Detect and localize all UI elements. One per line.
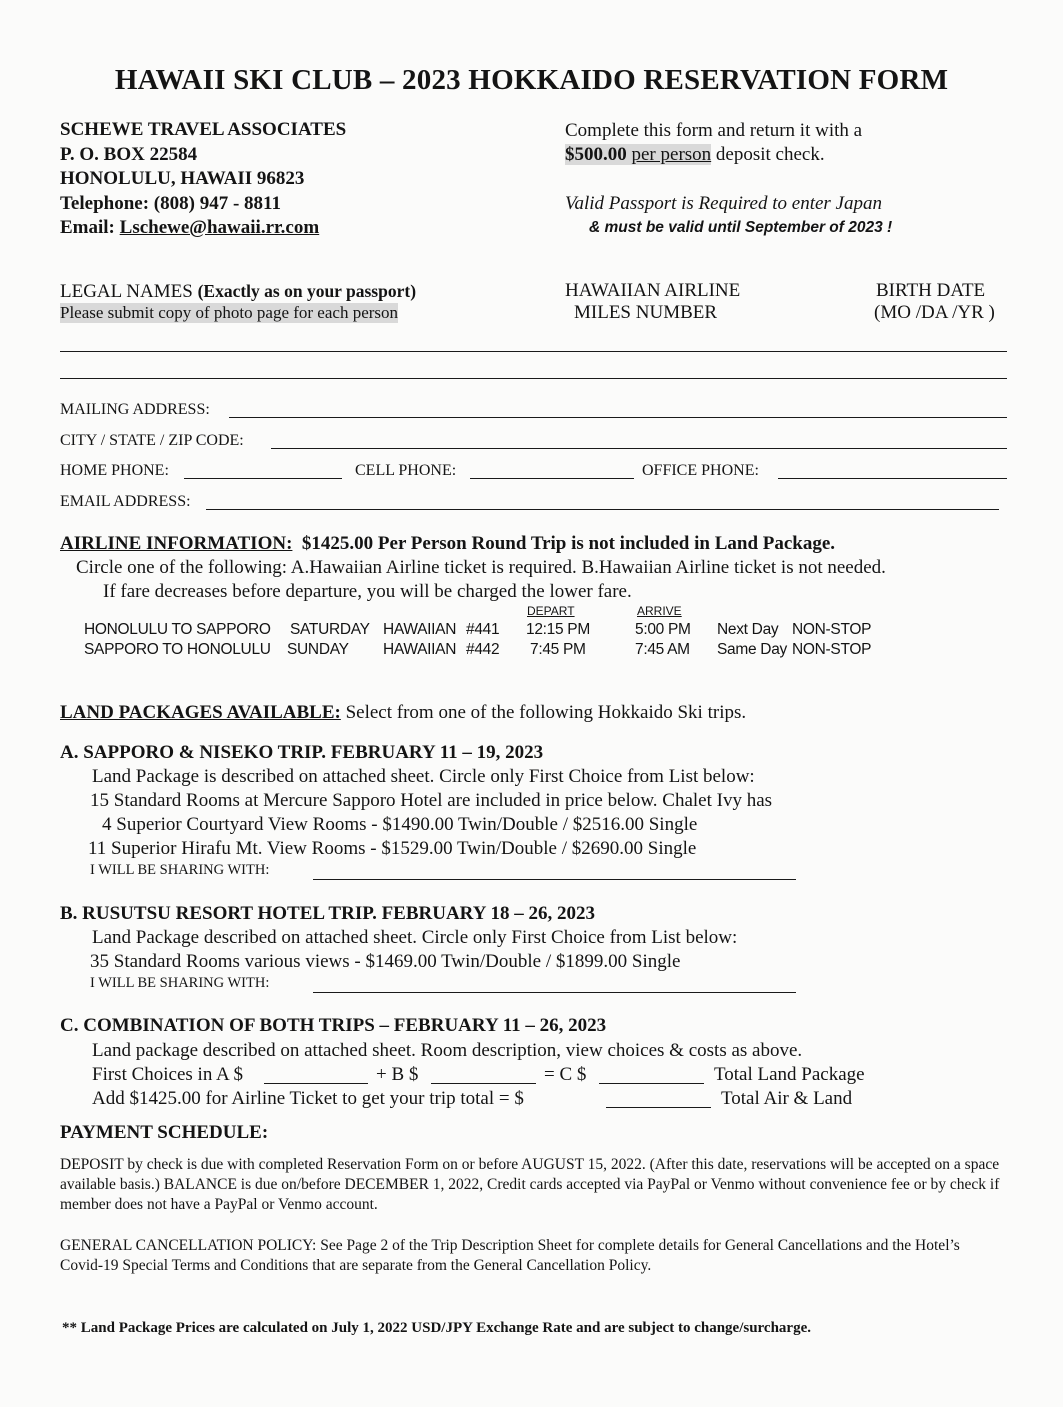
agency-email: Email: Lschewe@hawaii.rr.com [60, 217, 320, 238]
trip-a-title: A. SAPPORO & NISEKO TRIP. FEBRUARY 11 – 19, 2023 [60, 742, 544, 763]
trip-a-option-hirafu[interactable]: 11 Superior Hirafu Mt. View Rooms - $1529.00 Twin/Double / $2690.00 Single [88, 838, 697, 859]
cancellation-policy-paragraph: GENERAL CANCELLATION POLICY: See Page 2 of the Trip Description Sheet for complete details for General Cancellations and the Hotel’s Covid-19 Special Terms and Conditions that are separate from the General Cancellation Policy. [60, 1237, 960, 1274]
instructions-deposit: $500.00 per person deposit check. [565, 144, 825, 165]
form-title: HAWAII SKI CLUB – 2023 HOKKAIDO RESERVATION FORM [114, 64, 949, 96]
agency-phone-number: (808) 947 - 8811 [153, 192, 281, 214]
trip-b-desc-1: Land Package described on attached sheet. Circle only First Choice from List below: [92, 927, 738, 948]
land-packages-heading: LAND PACKAGES AVAILABLE: [60, 702, 341, 723]
trip-a-desc-1: Land Package is described on attached sheet. Circle only First Choice from List below: [92, 766, 755, 787]
exchange-rate-footnote: ** Land Package Prices are calculated on July 1, 2022 USD/JPY Exchange Rate and are subject to change/surcharge. [62, 1320, 811, 1336]
passport-note: Valid Passport is Required to enter Japan [565, 193, 882, 214]
trip-c-desc: Land package described on attached sheet. Room description, view choices & costs as above. [92, 1040, 803, 1061]
deposit-paragraph: DEPOSIT by check is due with completed Reservation Form on or before AUGUST 15, 2022. (After this date, reservations will be accepted on a space available basis.) BALANCE is due on/before DECEMBER 1, 2022, Credit cards accepted via PayPal or Venmo without convenience fee or by check if member does not have a PayPal or Venmo account. [60, 1156, 1000, 1213]
trip-c-total-amount-field[interactable] [606, 1107, 711, 1108]
trip-c-total-air-label: Total Air & Land [721, 1088, 853, 1109]
trip-b-title: B. RUSUTSU RESORT HOTEL TRIP. FEBRUARY 18 – 26, 2023 [60, 903, 596, 924]
email-address-field[interactable] [206, 509, 999, 510]
agency-name: SCHEWE TRAVEL ASSOCIATES [60, 119, 347, 140]
cell-phone-field[interactable] [470, 478, 634, 479]
airline-fare-note: If fare decreases before departure, you will be charged the lower fare. [103, 581, 632, 602]
agency-po-box: P. O. BOX 22584 [60, 143, 198, 165]
mailing-address-label: MAILING ADDRESS: [60, 401, 210, 418]
agency-city: HONOLULU, HAWAII 96823 [60, 168, 305, 189]
trip-c-add-airline-label: Add $1425.00 for Airline Ticket to get your trip total = $ [92, 1088, 524, 1109]
airline-info-line [60, 533, 835, 555]
trip-b-sharing-field[interactable] [313, 992, 796, 993]
payment-schedule-heading: PAYMENT SCHEDULE: [60, 1122, 269, 1143]
land-packages-intro: Select from one of the following Hokkaido Ski trips. [345, 702, 747, 723]
arrive-column-label: ARRIVE [637, 604, 682, 618]
trip-b-option-standard[interactable]: 35 Standard Rooms various views - $1469.00 Twin/Double / $1899.00 Single [90, 951, 681, 972]
agency-email-link[interactable]: Lschewe@hawaii.rr.com [119, 217, 320, 238]
city-state-zip-label: CITY / STATE / ZIP CODE: [60, 432, 244, 449]
trip-c-plus-b-label: + B $ [376, 1064, 419, 1085]
trip-c-eq-c-label: = C $ [544, 1064, 587, 1085]
office-phone-field[interactable] [778, 478, 1007, 479]
office-phone-label: OFFICE PHONE: [642, 462, 759, 479]
trip-c-b-amount-field[interactable] [431, 1083, 536, 1084]
passport-validity: & must be valid until September of 2023 ! [589, 219, 893, 236]
exactly-note: (Exactly as on your passport) [197, 281, 417, 301]
trip-c-total-land-label: Total Land Package [714, 1064, 865, 1085]
legal-names-header: LEGAL NAMES (Exactly as on your passport) [60, 281, 417, 302]
airline-circle-note: Circle one of the following: A.Hawaiian Airline ticket is required. B.Hawaiian Airline ticket is not needed. [76, 557, 886, 578]
trip-a-option-courtyard[interactable]: 4 Superior Courtyard View Rooms - $1490.00 Twin/Double / $2516.00 Single [102, 814, 698, 835]
airline-price-note: $1425.00 Per Person Round Trip is not included in Land Package. [301, 533, 836, 554]
trip-c-c-amount-field[interactable] [599, 1083, 704, 1084]
cell-phone-label: CELL PHONE: [355, 462, 457, 479]
land-packages-line [60, 702, 746, 724]
home-phone-field[interactable] [184, 478, 342, 479]
home-phone-label: HOME PHONE: [60, 462, 169, 479]
trip-a-sharing-field[interactable] [313, 879, 796, 880]
agency-block [60, 118, 346, 241]
instructions-line1: Complete this form and return it with a [565, 120, 863, 141]
trip-a-sharing-label: I WILL BE SHARING WITH: [90, 862, 270, 878]
deposit-amount: $500.00 [565, 144, 627, 165]
airline-miles-header: HAWAIIAN AIRLINE MILES NUMBER [565, 280, 741, 323]
photo-page-note: Please submit copy of photo page for each person [60, 303, 399, 322]
agency-phone: Telephone: (808) 947 - 8811 [60, 192, 281, 214]
trip-b-sharing-label: I WILL BE SHARING WITH: [90, 975, 270, 991]
airline-info-heading: AIRLINE INFORMATION: [60, 533, 293, 554]
name-entry-line-1[interactable] [60, 351, 1007, 352]
per-person: per person [631, 144, 712, 165]
trip-a-desc-2: 15 Standard Rooms at Mercure Sapporo Hotel are included in price below. Chalet Ivy has [90, 790, 773, 811]
mailing-address-field[interactable] [229, 417, 1007, 418]
trip-c-a-amount-field[interactable] [264, 1083, 368, 1084]
depart-column-label: DEPART [527, 604, 575, 618]
birth-date-header: BIRTH DATE (MO /DA /YR ) [874, 280, 995, 323]
trip-c-first-choices-label: First Choices in A $ [92, 1064, 243, 1085]
instructions-block [565, 119, 862, 167]
email-address-label: EMAIL ADDRESS: [60, 493, 191, 510]
trip-c-title: C. COMBINATION OF BOTH TRIPS – FEBRUARY 11 – 26, 2023 [60, 1015, 607, 1036]
name-entry-line-2[interactable] [60, 378, 1007, 379]
city-state-zip-field[interactable] [271, 448, 1007, 449]
